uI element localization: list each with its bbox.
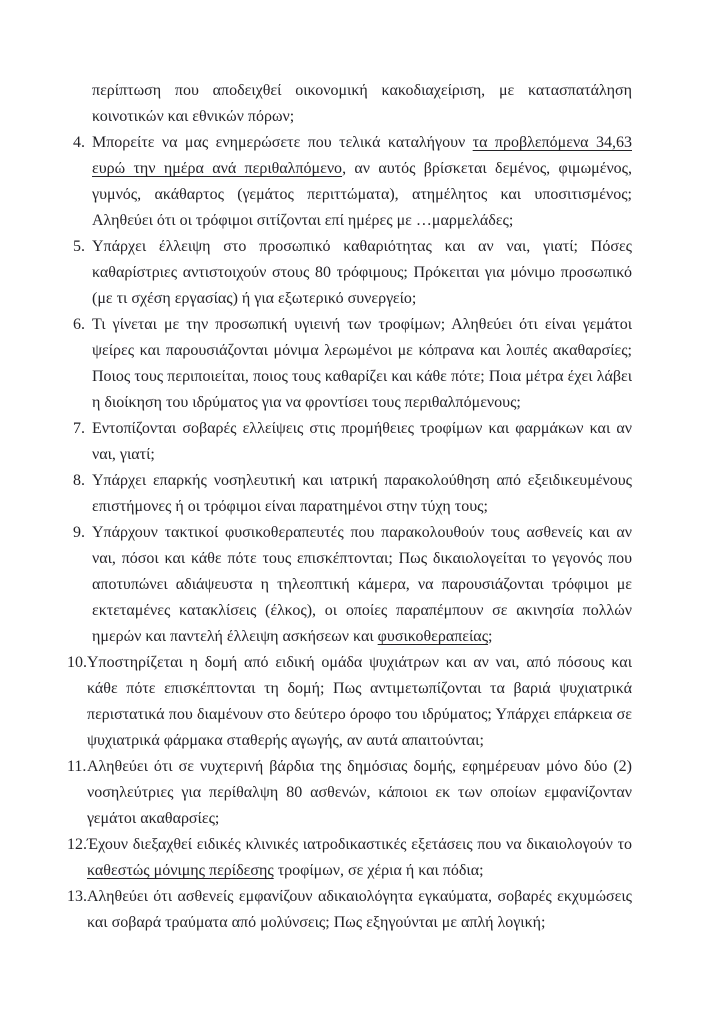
list-item <box>67 754 632 832</box>
underlined-text: καθεστώς μόνιμης περίδεσης <box>87 862 274 879</box>
text-segment: , αν αυτός βρίσκεται δεμένος, φιμωμένος, γυμνός, ακάθαρτος (γεμάτος περιττώματα), ατημέλητος και υποσιτισμένος; Αληθεύει ότι οι τρόφιμοι σιτίζονται επί ημέρες με …μαρμελάδες; <box>92 160 633 229</box>
item-text <box>92 134 632 229</box>
item-number: 5. <box>73 238 85 255</box>
item-text <box>87 836 632 879</box>
item-text <box>92 82 632 125</box>
item-number: 12. <box>67 836 87 853</box>
list-item <box>67 416 632 468</box>
text-segment: Αληθεύει ότι σε νυχτερινή βάρδια της δημόσιας δομής, εφημέρευαν μόνο δύο (2) νοσηλεύτριες για περίθαλψη 80 ασθενών, κάποιοι εκ των οποίων εμφανίζονταν γεμάτοι ακαθαρσίες; <box>87 758 632 827</box>
text-segment: ; <box>488 628 493 645</box>
item-text <box>92 420 632 463</box>
item-number: 8. <box>73 472 85 489</box>
item-text <box>92 524 632 645</box>
item-text <box>92 238 632 307</box>
item-text <box>87 888 632 931</box>
list-item <box>67 884 632 936</box>
text-segment: Μπορείτε να μας ενημερώσετε που τελικά καταλήγουν <box>92 134 473 151</box>
list-item <box>67 520 632 650</box>
underlined-text: φυσικοθεραπείας <box>377 628 489 645</box>
text-segment: Υποστηρίζεται η δομή από ειδική ομάδα ψυχιάτρων και αν ναι, από πόσους και κάθε πότε επισκέπτονται τη δομή; Πως αντιμετωπίζονται τα βαριά ψυχιατρικά περιστατικά που διαμένουν στο δεύτερο όροφο του ιδρύματος; Υπάρχει επάρκεια σε ψυχιατρικά φάρμακα σταθερής αγωγής, αν αυτά απαιτούνται; <box>87 654 632 749</box>
paragraph-continuation <box>67 78 632 130</box>
list-item <box>67 650 632 754</box>
text-segment: τροφίμων, σε χέρια ή και πόδια; <box>273 862 484 879</box>
item-number: 11. <box>67 758 87 775</box>
list-item <box>67 234 632 312</box>
list-item <box>67 130 632 234</box>
list-item <box>67 468 632 520</box>
text-segment: Υπάρχει επαρκής νοσηλευτική και ιατρική παρακολούθηση από εξειδικευμένους επιστήμονες ή οι τρόφιμοι είναι παρατημένοι στην τύχη τους; <box>92 472 632 515</box>
list-item <box>67 312 632 416</box>
item-number: 4. <box>73 134 85 151</box>
item-text <box>92 472 632 515</box>
item-number: 13. <box>67 888 87 905</box>
item-text <box>87 654 632 749</box>
item-text <box>92 316 632 411</box>
text-segment: περίπτωση που αποδειχθεί οικονομική κακοδιαχείριση, με κατασπατάληση κοινοτικών και εθνικών πόρων; <box>92 82 632 125</box>
item-number: 9. <box>73 524 85 541</box>
item-number: 6. <box>73 316 85 333</box>
text-segment: Αληθεύει ότι ασθενείς εμφανίζουν αδικαιολόγητα εγκαύματα, σοβαρές εκχυμώσεις και σοβαρά τραύματα από μολύνσεις; Πως εξηγούνται με απλή λογική; <box>87 888 632 931</box>
text-segment: Εντοπίζονται σοβαρές ελλείψεις στις προμήθειες τροφίμων και φαρμάκων και αν ναι, γιατί; <box>92 420 632 463</box>
list-item <box>67 832 632 884</box>
item-number: 7. <box>73 420 85 437</box>
underlined-text: τα προβλεπόμενα 34,63 ευρώ την ημέρα ανά περιθαλπόμενο <box>92 134 632 177</box>
text-segment: Υπάρχει έλλειψη στο προσωπικό καθαριότητας και αν ναι, γιατί; Πόσες καθαρίστριες αντιστοιχούν στους 80 τρόφιμους; Πρόκειται για μόνιμο προσωπικό (με τι σχέση εργασίας) ή για εξωτερικό συνεργείο; <box>92 238 632 307</box>
question-list <box>67 78 632 936</box>
text-segment: Υπάρχουν τακτικοί φυσικοθεραπευτές που παρακολουθούν τους ασθενείς και αν ναι, πόσοι και κάθε πότε τους επισκέπτονται; Πως δικαιολογείται το γεγονός που αποτυπώνει αδιάψευστα η τηλεοπτική κάμερα, να παρουσιάζονται τρόφιμοι με εκτεταμένες κατακλίσεις (έλκος), οι οποίες παραπέμπουν σε ακινησία πολλών ημερών και παντελή έλλειψη ασκήσεων και <box>92 524 632 645</box>
item-text <box>87 758 632 827</box>
item-number: 10. <box>67 654 87 671</box>
text-segment: Έχουν διεξαχθεί ειδικές κλινικές ιατροδικαστικές εξετάσεις που να δικαιολογούν το <box>87 836 632 853</box>
text-segment: Τι γίνεται με την προσωπική υγιεινή των τροφίμων; Αληθεύει ότι είναι γεμάτοι ψείρες και παρουσιάζονται μόνιμα λερωμένοι με κόπρανα και λοιπές ακαθαρσίες; Ποιος τους περιποιείται, ποιος τους καθαρίζει και κάθε πότε; Ποια μέτρα έχει λάβει η διοίκηση του ιδρύματος για να φροντίσει τους περιθαλπόμενους; <box>92 316 632 411</box>
